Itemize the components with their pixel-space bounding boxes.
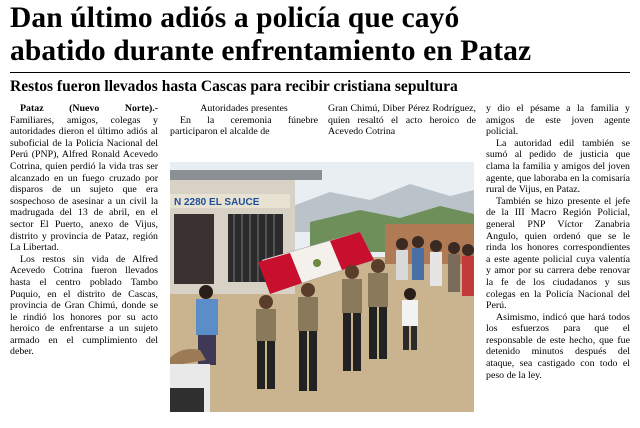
funeral-procession-photo: [170, 162, 474, 412]
column-1-paragraph-2: Los restos sin vida de Alfred Acevedo Cotrina fueron llevados hasta el centro poblado Tambo Puquio, en el distrito de Cascas, provincia de Gran Chimú, donde se le rindió los honores por su acto heroico de enfrentarse a un sujeto armado en el cumplimiento del deber.: [10, 253, 158, 358]
headline: [10, 2, 634, 68]
funeral-procession-illustration: [170, 162, 474, 412]
subheadline: Restos fueron llevados hasta Cascas para recibir cristiana sepultura: [10, 78, 458, 95]
column-1: [10, 103, 158, 358]
tin-roof: [170, 170, 322, 180]
headline-line-1: Dan último adiós a policía que cayó: [10, 2, 460, 34]
flag-coat-of-arms: [313, 259, 321, 267]
column-2: [170, 103, 318, 138]
column-4-paragraph-3: También se hizo presente el jefe de la III Macro Región Policial, general PNP Víctor Zanabria Angulo, quien ordenó que se le rinda los honores correspondientes a este agente policial cuya valentía y amor por su carrera debe renovar la fe de los ciudadanos y sus colegas en la Policía Nacional del Perú.: [486, 195, 630, 312]
column-1-paragraph-1-text: Familiares, amigos, colegas y autoridades dieron el último adiós al suboficial de la Policía Nacional del Perú (PNP), Alfred Ronald Acevedo Cotrina, quien perdió la vida tras ser alcanzado en un fuego cruzado por disparos de un sujeto que era sospechoso de asesinar a un civil la madrugada del 13 de abril, en el sector El Puerto, anexo de Vijus, distrito y provincia de Pataz, región La Libertad.: [10, 114, 158, 254]
foreground-man-with-cap: [170, 349, 210, 412]
column-3: [328, 103, 476, 138]
headline-line-2: abatido durante enfrentamiento en Pataz: [10, 35, 532, 67]
column-3-paragraph-1: Gran Chimú, Diber Pérez Rodríguez, quien resaltó el acto heroico de Acevedo Cotrina: [328, 103, 476, 138]
storefront-sign-text: N 2280 EL SAUCE: [174, 197, 260, 208]
dateline: Pataz (Nuevo Norte).-: [20, 103, 158, 114]
column-4-paragraph-1: y dio el pésame a la familia y amigos de este joven agente policial.: [486, 103, 630, 138]
column-4-paragraph-4: Asimismo, indicó que hará todos los esfuerzos para que el responsable de este hecho, que fue detenido minutos después del ataque, sea castigado con todo el peso de la ley.: [486, 311, 630, 381]
column-4-paragraph-2: La autoridad edil también se sumó al pedido de justicia que clama la familia y amigos del joven agente, que laboraba en la comisaría rural de Vijus, en Pataz.: [486, 137, 630, 196]
column-2-paragraph-1: En la ceremonia fúnebre participaron el alcalde de: [170, 114, 318, 138]
section-heading-autoridades: Autoridades presentes: [200, 103, 288, 114]
column-4: [486, 103, 630, 381]
column-1-paragraph-1: [10, 103, 158, 254]
headline-rule: [10, 72, 630, 73]
doorway-left: [174, 214, 214, 284]
